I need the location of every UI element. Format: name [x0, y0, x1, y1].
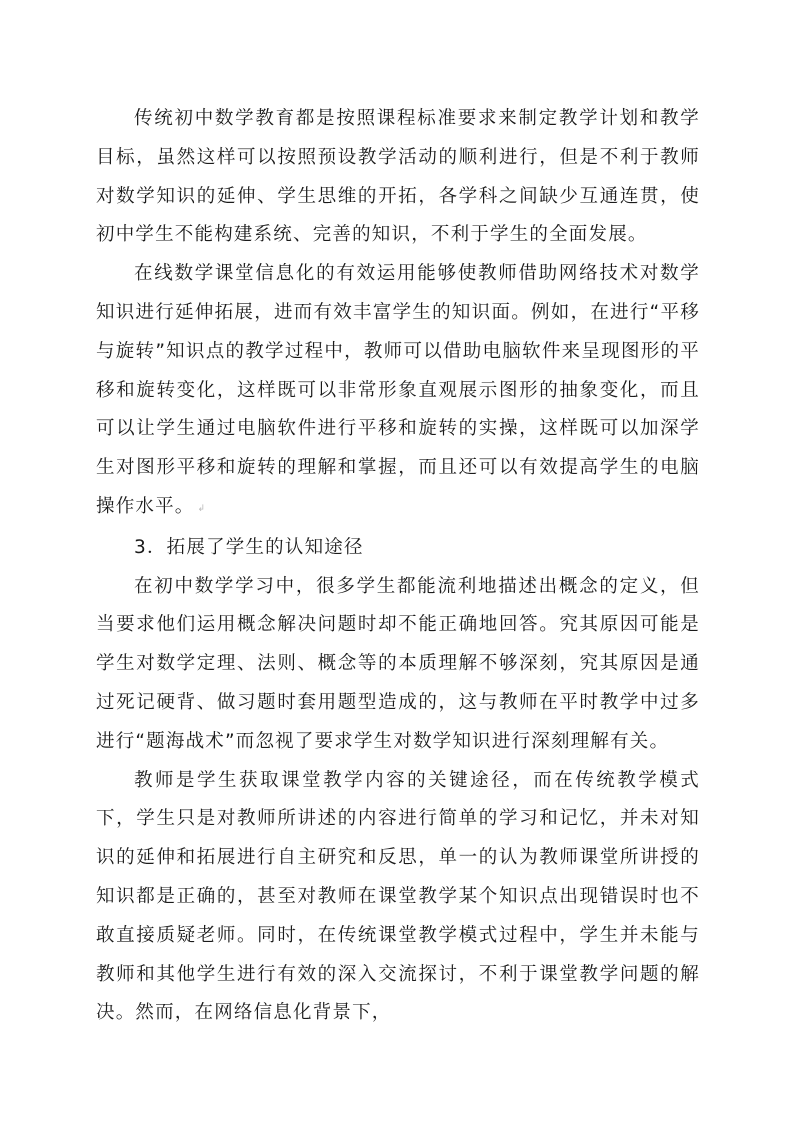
paragraph-teacher-role — [96, 762, 700, 1034]
paragraph-traditional-teaching — [96, 100, 700, 255]
document-body — [96, 100, 700, 1033]
section-heading — [96, 529, 700, 568]
paragraph-concept-learning — [96, 568, 700, 762]
paragraph-text: 教师是学生获取课堂教学内容的关键途径，而在传统教学模式下，学生只是对教师所讲述的内容进行简单的学习和记忆，并未对知识的延伸和拓展进行自主研究和反思，单一的认为教师课堂所讲授的知识都是正确的，甚至对教师在课堂教学某个知识点出现错误时也不敢直接质疑老师。同时，在传统课堂教学模式过程中，学生并未能与教师和其他学生进行有效的深入交流探讨，不利于课堂教学问题的解决。然而，在网络信息化背景下， — [96, 769, 700, 1024]
paragraph-online-classroom — [96, 255, 700, 529]
paragraph-mark-icon: ↲ — [197, 503, 206, 514]
heading-text: 3．拓展了学生的认知途径 — [134, 536, 364, 558]
paragraph-text: 传统初中数学教育都是按照课程标准要求来制定教学计划和教学目标，虽然这样可以按照预设教学活动的顺利进行，但是不利于教师对数学知识的延伸、学生思维的开拓，各学科之间缺少互通连贯，使初中学生不能构建系统、完善的知识，不利于学生的全面发展。 — [96, 108, 700, 246]
paragraph-text: 在线数学课堂信息化的有效运用能够使教师借助网络技术对数学知识进行延伸拓展，进而有效丰富学生的知识面。例如，在进行“平移与旋转”知识点的教学过程中，教师可以借助电脑软件来呈现图形的平移和旋转变化，这样既可以非常形象直观展示图形的抽象变化，而且可以让学生通过电脑软件进行平移和旋转的实操，这样既可以加深学生对图形平移和旋转的理解和掌握，而且还可以有效提高学生的电脑操作水平。 — [96, 263, 700, 517]
paragraph-text: 在初中数学学习中，很多学生都能流利地描述出概念的定义，但当要求他们运用概念解决问题时却不能正确地回答。究其原因可能是学生对数学定理、法则、概念等的本质理解不够深刻，究其原因是通过死记硬背、做习题时套用题型造成的，这与教师在平时教学中过多进行“题海战术”而忽视了要求学生对数学知识进行深刻理解有关。 — [96, 575, 700, 752]
